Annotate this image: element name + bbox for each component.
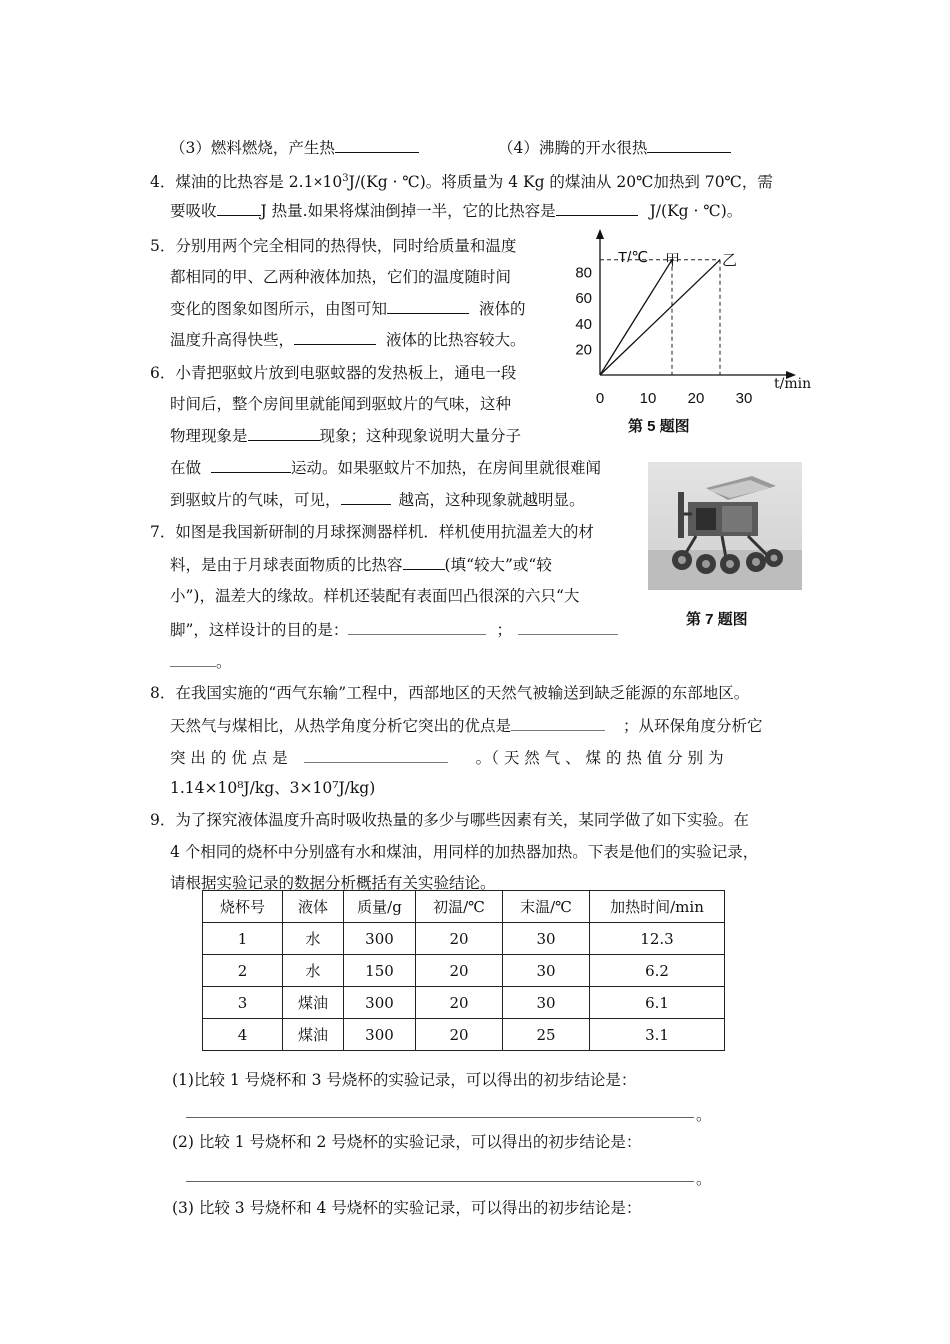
table-cell: 20 <box>416 1019 503 1051</box>
table-cell: 3 <box>203 987 283 1019</box>
table-cell: 300 <box>344 1019 416 1051</box>
y-tick-label: 60 <box>575 290 592 308</box>
x-axis-label: t/min <box>774 376 812 392</box>
x-tick-label: 0 <box>595 390 605 407</box>
experiment-table <box>202 890 725 1051</box>
q4-specific-heat-blank[interactable] <box>556 199 638 216</box>
q9-sub2-prompt: (2) 比较 1 号烧杯和 2 号烧杯的实验记录，可以得出的初步结论是： <box>172 1133 642 1151</box>
q6-phenomenon-blank[interactable] <box>248 424 320 441</box>
series-label-jia: 甲 <box>665 250 681 269</box>
table-cell: 25 <box>503 1019 590 1051</box>
q5-larger-heat-blank[interactable] <box>294 328 376 345</box>
q7-line2: 料，是由于月球表面物质的比热容 (填“较大”或“较 <box>170 553 552 576</box>
table-cell: 1 <box>203 923 283 955</box>
q9-sub1-period: 。 <box>696 1106 712 1124</box>
q6-line3: 物理现象是 现象；这种现象说明大量分子 <box>170 424 521 447</box>
table-header: 烧杯号 <box>203 891 283 923</box>
table-header: 加热时间/min <box>590 891 725 923</box>
table-cell: 30 <box>503 923 590 955</box>
q9-sub2-period: 。 <box>696 1170 712 1188</box>
table-cell: 12.3 <box>590 923 725 955</box>
q9-sub1-prompt: (1)比较 1 号烧杯和 3 号烧杯的实验记录，可以得出的初步结论是： <box>172 1071 637 1089</box>
q6-line5: 到驱蚊片的气味，可见， 越高，这种现象就越明显。 <box>170 488 585 511</box>
table-header: 质量/g <box>344 891 416 923</box>
table-header: 末温/℃ <box>503 891 590 923</box>
y-axis-arrow-icon <box>596 229 604 239</box>
q6-motion-blank[interactable] <box>211 456 291 473</box>
q8-environmental-advantage-blank[interactable] <box>304 746 448 763</box>
table-cell: 煤油 <box>283 987 344 1019</box>
figure-5-caption: 第 5 题图 <box>628 418 690 435</box>
q6-line4: 在做 运动。如果驱蚊片不加热，在房间里就很难闻 <box>170 456 601 479</box>
table-header: 液体 <box>283 891 344 923</box>
figure-7-lunar-rover-photo <box>648 462 802 590</box>
q4-line2: 要吸收 J 热量.如果将煤油倒掉一半，它的比热容是 J/(Kg · ℃)。 <box>170 199 742 222</box>
table-header-row <box>203 891 725 923</box>
q9-sub1-answer-line[interactable] <box>186 1116 694 1118</box>
q3-item4-blank[interactable] <box>647 136 731 153</box>
q4-line1: 4．煤油的比热容是 $2.1\times 10^3J/(Kg$ · ℃)。将质量为 4 Kg 的煤油从 20℃加热到 70℃，需 <box>150 173 773 192</box>
y-tick-label: 80 <box>575 264 592 282</box>
q5-line1: 5．分别用两个完全相同的热得快，同时给质量和温度 <box>150 237 517 255</box>
table-cell: 20 <box>416 987 503 1019</box>
q9-line1: 9．为了探究液体温度升高时吸收热量的多少与哪些因素有关，某同学做了如下实验。在 <box>150 811 749 829</box>
figure-7-caption: 第 7 题图 <box>686 611 748 628</box>
y-tick-label: 40 <box>575 315 592 333</box>
table-cell: 水 <box>283 923 344 955</box>
y-axis-label: T/℃ <box>618 249 649 266</box>
q3-item3-blank[interactable] <box>335 136 419 153</box>
table-cell: 30 <box>503 987 590 1019</box>
q9-line2: 4 个相同的烧杯中分别盛有水和煤油，用同样的加热器加热。下表是他们的实验记录， <box>170 843 759 861</box>
q9-sub3-prompt: (3) 比较 3 号烧杯和 4 号烧杯的实验记录，可以得出的初步结论是： <box>172 1199 642 1217</box>
q6-line2: 时间后，整个房间里就能闻到驱蚊片的气味，这种 <box>170 395 512 413</box>
q8-thermal-advantage-blank[interactable] <box>511 714 605 731</box>
q8-line3: 突 出 的 优 点 是 。（ 天 然 气 、 煤 的 热 值 分 别 为 <box>170 746 724 769</box>
q9-line3: 请根据实验记录的数据分析概括有关实验结论。 <box>170 874 496 892</box>
q8-line2: 天然气与煤相比，从热学角度分析它突出的优点是 ；从环保角度分析它 <box>170 714 763 737</box>
table-cell: 煤油 <box>283 1019 344 1051</box>
q6-line1: 6．小青把驱蚊片放到电驱蚊器的发热板上，通电一段 <box>150 364 517 382</box>
table-row <box>203 987 725 1019</box>
q7-line3: 小”)，温差大的缘故。样机还装配有表面凹凸很深的六只“大 <box>170 587 580 605</box>
x-tick-label: 10 <box>639 390 657 407</box>
table-row <box>203 955 725 987</box>
table-cell: 150 <box>344 955 416 987</box>
q7-purpose-blank-2[interactable] <box>518 618 618 635</box>
table-cell: 20 <box>416 923 503 955</box>
q7-line5: 。 <box>170 650 232 673</box>
q7-line1: 7．如图是我国新研制的月球探测器样机．样机使用抗温差大的材 <box>150 523 594 541</box>
q7-purpose-blank-1[interactable] <box>348 618 486 635</box>
series-line-yi <box>600 260 720 375</box>
table-cell: 2 <box>203 955 283 987</box>
q6-temperature-blank[interactable] <box>341 488 391 505</box>
table-cell: 20 <box>416 955 503 987</box>
q7-line4: 脚”，这样设计的目的是： ； <box>170 618 618 641</box>
table-cell: 6.1 <box>590 987 725 1019</box>
q4-heat-blank[interactable] <box>217 199 261 216</box>
q5-faster-blank[interactable] <box>387 297 469 314</box>
q3-item4: （4）沸腾的开水很热 <box>498 136 731 159</box>
q5-line4: 温度升高得快些， 液体的比热容较大。 <box>170 328 526 351</box>
y-tick-label: 20 <box>575 341 592 359</box>
x-tick-label: 30 <box>735 390 753 407</box>
q8-line1: 8．在我国实施的“西气东输”工程中，西部地区的天然气被输送到缺乏能源的东部地区。 <box>150 684 750 702</box>
q9-sub2-answer-line[interactable] <box>186 1180 694 1182</box>
table-cell: 300 <box>344 987 416 1019</box>
table-cell: 30 <box>503 955 590 987</box>
table-cell: 3.1 <box>590 1019 725 1051</box>
q3-item3: （3）燃料燃烧，产生热 <box>170 136 419 159</box>
q8-line4: 1.14×10⁸J/kg、3×10⁷J/kg) <box>170 779 376 797</box>
x-tick-label: 20 <box>687 390 705 407</box>
table-cell: 4 <box>203 1019 283 1051</box>
figure-5-chart <box>560 225 830 415</box>
q5-line2: 都相同的甲、乙两种液体加热，它们的温度随时间 <box>170 268 512 286</box>
table-row <box>203 923 725 955</box>
table-row <box>203 1019 725 1051</box>
series-label-yi: 乙 <box>722 250 738 269</box>
table-cell: 水 <box>283 955 344 987</box>
table-cell: 6.2 <box>590 955 725 987</box>
table-header: 初温/℃ <box>416 891 503 923</box>
series-line-jia <box>600 260 672 375</box>
table-cell: 300 <box>344 923 416 955</box>
q7-specific-heat-blank[interactable] <box>403 553 445 570</box>
q5-line3: 变化的图象如图所示，由图可知 液体的 <box>170 297 526 320</box>
q7-purpose-blank-2-cont[interactable] <box>170 650 216 667</box>
